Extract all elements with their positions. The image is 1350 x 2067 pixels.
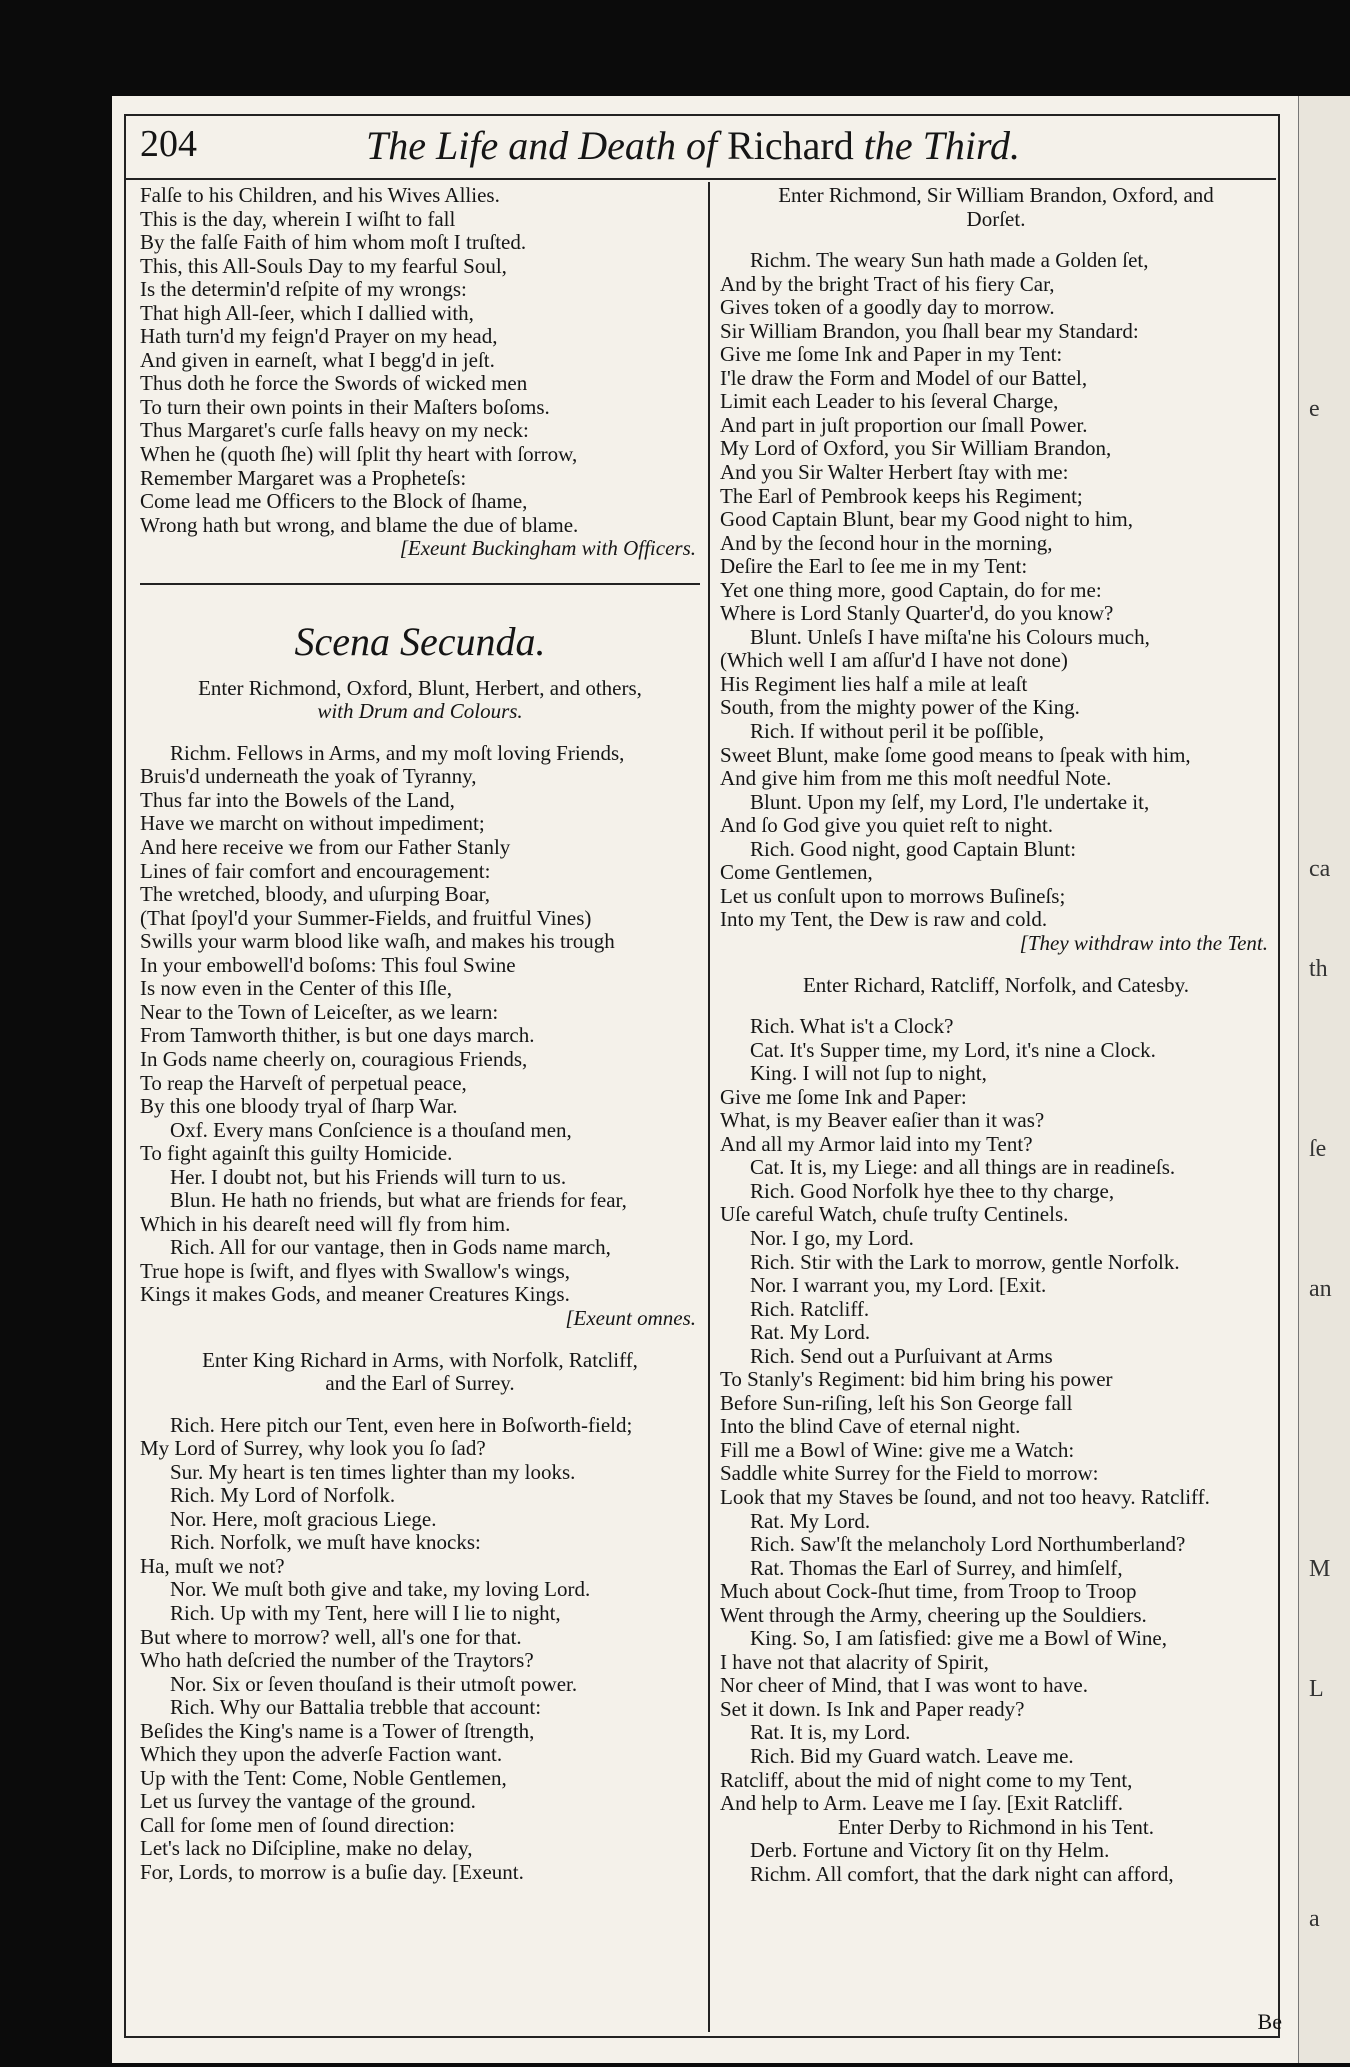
verse-line: Rat. It is, my Lord. (750, 1720, 911, 1745)
verse-line: This is the day, wherein I wiſht to fall (140, 206, 456, 231)
verse-line: Give me ſome Ink and Paper: (720, 1084, 967, 1109)
verse-line: Her. I doubt not, but his Friends will turn to us. (170, 1164, 567, 1189)
verse-line: Which they upon the adverſe Faction want. (140, 1742, 503, 1767)
spacer (140, 1331, 700, 1349)
title-suffix: the Third. (863, 123, 1021, 168)
stage-direction: [Exeunt omnes. (565, 1305, 696, 1330)
verse-line: Lines of fair comfort and encouragement: (140, 858, 491, 883)
verse-line: For, Lords, to morrow is a buſie day. [Exeunt. (140, 1860, 524, 1884)
verse-line: Nor. I go, my Lord. (750, 1225, 914, 1250)
verse-line: Rat. My Lord. (750, 1508, 871, 1533)
verse-line: True hope is ſwift, and flyes with Swallow's wings, (140, 1258, 570, 1283)
spacer (720, 997, 1272, 1015)
verse-line: Let us ſurvey the vantage of the ground. (140, 1789, 476, 1814)
verse-line: And here receive we from our Father Stanly (140, 835, 511, 860)
verse-line: Rich. Stir with the Lark to morrow, gentle Norfolk. (750, 1249, 1180, 1274)
verse-line: Went through the Army, cheering up the Souldiers. (720, 1602, 1147, 1627)
verse-line: Rat. Thomas the Earl of Surrey, and himſelf, (750, 1555, 1123, 1580)
verse-line: Rich. Ratcliff. (750, 1296, 870, 1321)
verse-line: Rich. What is't a Clock? (750, 1014, 954, 1039)
verse-line: Rat. My Lord. (750, 1320, 871, 1345)
verse-line: I'le draw the Form and Model of our Battel, (720, 365, 1088, 390)
spacer (720, 231, 1272, 249)
verse-line: Bruis'd underneath the yoak of Tyranny, (140, 764, 477, 789)
verse-line: Remember Margaret was a Propheteſs: (140, 465, 467, 490)
verse-line: Come Gentlemen, (720, 860, 873, 885)
catchword: Be (1257, 2009, 1282, 2034)
verse-line: That high All-ſeer, which I dallied with, (140, 300, 474, 325)
verse-line: And you Sir Walter Herbert ſtay with me: (720, 460, 1069, 485)
verse-line: Uſe careful Watch, chuſe truſty Centinels. (720, 1202, 1069, 1227)
verse-line: Wrong hath but wrong, and blame the due of blame. (140, 512, 579, 537)
stage-direction: Dorſet. (966, 206, 1026, 231)
verse-line: Oxf. Every mans Conſcience is a thouſand men, (170, 1117, 572, 1142)
verse-line: Where is Lord Stanly Quarter'd, do you know? (720, 601, 1114, 626)
verse-line: Up with the Tent: Come, Noble Gentlemen, (140, 1765, 507, 1790)
verse-line: And ſo God give you quiet reſt to night. (720, 813, 1054, 838)
verse-line: To turn their own points in their Maſters boſoms. (140, 394, 550, 419)
verse-line: (That ſpoyl'd your Summer-Fields, and fruitful Vines) (140, 905, 592, 930)
verse-line: To reap the Harveſt of perpetual peace, (140, 1070, 467, 1095)
verse-line: But where to morrow? well, all's one for that. (140, 1624, 522, 1649)
verse-line: Cat. It is, my Liege: and all things are in readineſs. (750, 1155, 1176, 1180)
verse-line: Fill me a Bowl of Wine: give me a Watch: (720, 1437, 1075, 1462)
right-column (720, 184, 1272, 1886)
verse-line: Rich. Good Norfolk hye thee to thy charge, (750, 1178, 1115, 1203)
verse-line: Hath turn'd my feign'd Prayer on my head, (140, 324, 498, 349)
verse-line: Gives token of a goodly day to morrow. (720, 295, 1055, 320)
verse-line: Rich. Norfolk, we muſt have knocks: (170, 1530, 481, 1555)
edge-text-fragment: th (1309, 956, 1328, 982)
verse-line: Kings it makes Gods, and meaner Creatures Kings. (140, 1282, 570, 1307)
verse-line: To fight againſt this guilty Homicide. (140, 1141, 453, 1166)
verse-line: Into my Tent, the Dew is raw and cold. (720, 907, 1048, 932)
stage-direction: Enter Richard, Ratcliff, Norfolk, and Catesby. (802, 972, 1190, 997)
verse-line: Rich. Send out a Purſuivant at Arms (750, 1343, 1053, 1368)
verse-line: Limit each Leader to his ſeveral Charge, (720, 389, 1059, 414)
verse-line: And by the bright Tract of his fiery Car, (720, 271, 1055, 296)
stage-direction: Enter King Richard in Arms, with Norfolk, Ratcliff, (202, 1347, 638, 1372)
verse-line: Let's lack no Diſcipline, make no delay, (140, 1836, 473, 1861)
section-rule (140, 561, 700, 607)
edge-text-fragment: L (1309, 1676, 1324, 1702)
verse-line: Blunt. Upon my ſelf, my Lord, I'le undertake it, (750, 789, 1150, 814)
verse-line: Swills your warm blood like waſh, and makes his trough (140, 929, 615, 954)
edge-text-fragment: M (1309, 1556, 1331, 1582)
page-number: 204 (140, 123, 197, 165)
edge-text-fragment: an (1309, 1276, 1332, 1302)
verse-line: (Which well I am aſſur'd I have not done) (720, 648, 1068, 673)
header-rule (126, 178, 1276, 180)
verse-line: Is the determin'd reſpite of my wrongs: (140, 277, 467, 302)
verse-line: King. So, I am ſatisfied: give me a Bowl of Wine, (750, 1626, 1167, 1651)
verse-line: My Lord of Oxford, you Sir William Brandon, (720, 436, 1112, 461)
verse-line: And given in earneſt, what I begg'd in jeſt. (140, 347, 495, 372)
verse-line: Derb. Fortune and Victory ſit on thy Helm. (750, 1838, 1110, 1863)
spacer (720, 956, 1272, 974)
adjacent-page-edge (1298, 96, 1350, 2063)
verse-line: Ha, muſt we not? (140, 1553, 285, 1578)
verse-line: Thus far into the Bowels of the Land, (140, 787, 455, 812)
verse-line: Is now even in the Center of this Iſle, (140, 976, 453, 1001)
verse-line: Rich. Bid my Guard watch. Leave me. (750, 1744, 1074, 1768)
verse-line: Nor cheer of Mind, that I was wont to have. (720, 1673, 1088, 1698)
verse-line: Rich. Here pitch our Tent, even here in Boſworth-field; (170, 1412, 633, 1437)
scene-heading: Scena Secunda. (294, 618, 546, 664)
running-title (366, 122, 1020, 169)
verse-line: Nor. Here, moſt gracious Liege. (170, 1506, 437, 1531)
verse-line: Good Captain Blunt, bear my Good night to him, (720, 507, 1133, 532)
verse-line: Before Sun-riſing, leſt his Son George fall (720, 1390, 1073, 1415)
stage-direction: and the Earl of Surrey. (325, 1371, 515, 1396)
verse-line: And part in juſt proportion our ſmall Power. (720, 412, 1088, 437)
verse-line: Richm. All comfort, that the dark night can afford, (750, 1861, 1174, 1886)
verse-line: Nor. I warrant you, my Lord. [Exit. (750, 1273, 1047, 1298)
verse-line: Which in his deareſt need will fly from him. (140, 1211, 511, 1236)
verse-line: Have we marcht on without impediment; (140, 811, 485, 836)
verse-line: Rich. Why our Battalia trebble that account: (170, 1695, 542, 1720)
verse-line: Ratcliff, about the mid of night come to my Tent, (720, 1767, 1133, 1792)
verse-line: Blun. He hath no friends, but what are friends for fear, (170, 1188, 627, 1213)
verse-line: Rich. Good night, good Captain Blunt: (750, 836, 1077, 861)
verse-line: By the falſe Faith of him whom moſt I truſted. (140, 230, 527, 255)
verse-line: From Tamworth thither, is but one days march. (140, 1023, 535, 1048)
stage-direction: with Drum and Colours. (317, 699, 523, 724)
stage-direction: Enter Richmond, Oxford, Blunt, Herbert, and others, (198, 675, 642, 700)
verse-line: Come lead me Officers to the Block of ſhame, (140, 489, 528, 514)
column-divider (708, 182, 710, 2032)
stage-direction: [They withdraw into the Tent. (1019, 930, 1268, 955)
verse-line: In your embowell'd boſoms: This foul Swine (140, 952, 516, 977)
verse-line: And all my Armor laid into my Tent? (720, 1131, 1033, 1156)
verse-line: Rich. My Lord of Norfolk. (170, 1483, 396, 1508)
stage-direction: [Exeunt Buckingham with Officers. (399, 536, 696, 561)
verse-line: By this one bloody tryal of ſharp War. (140, 1094, 458, 1119)
verse-line: Deſire the Earl to ſee me in my Tent: (720, 554, 1028, 579)
verse-line: Let us conſult upon to morrows Buſineſs; (720, 883, 1066, 908)
verse-line: To Stanly's Regiment: bid him bring his power (720, 1367, 1113, 1392)
verse-line: Near to the Town of Leiceſter, as we learn: (140, 999, 499, 1024)
spacer (140, 724, 700, 742)
verse-line: Saddle white Surrey for the Field to morrow: (720, 1461, 1099, 1486)
verse-line: Beſides the King's name is a Tower of ſtrength, (140, 1718, 535, 1743)
verse-line: His Regiment lies half a mile at leaſt (720, 671, 1028, 696)
verse-line: Rich. Up with my Tent, here will I lie to night, (170, 1600, 561, 1625)
running-header (136, 122, 1266, 178)
verse-line: Falſe to his Children, and his Wives Allies. (140, 183, 500, 207)
verse-line: Rich. If without peril it be poſſible, (750, 719, 1044, 744)
verse-line: Sur. My heart is ten times lighter than my looks. (170, 1459, 576, 1484)
edge-text-fragment: ca (1309, 856, 1331, 882)
verse-line: And give him from me this moſt needful Note. (720, 766, 1112, 791)
verse-line: Rich. All for our vantage, then in Gods name march, (170, 1235, 611, 1260)
verse-line: When he (quoth ſhe) will ſplit thy heart with ſorrow, (140, 442, 578, 467)
verse-line: Nor. Six or ſeven thouſand is their utmoſt power. (170, 1671, 578, 1696)
spacer (140, 1396, 700, 1414)
verse-line: Cat. It's Supper time, my Lord, it's nine a Clock. (750, 1037, 1156, 1062)
verse-line: What, is my Beaver eaſier than it was? (720, 1108, 1045, 1133)
verse-line: This, this All-Souls Day to my fearful Soul, (140, 253, 507, 278)
verse-line: Thus Margaret's curſe falls heavy on my neck: (140, 418, 529, 443)
verse-line: And by the ſecond hour in the morning, (720, 530, 1053, 555)
verse-line: In Gods name cheerly on, couragious Friends, (140, 1046, 528, 1071)
title-name: Richard (727, 123, 854, 168)
verse-line: Into the blind Cave of eternal night. (720, 1414, 1021, 1439)
verse-line: Thus doth he force the Swords of wicked men (140, 371, 528, 396)
verse-line: My Lord of Surrey, why look you ſo ſad? (140, 1436, 486, 1461)
verse-line: Give me ſome Ink and Paper in my Tent: (720, 342, 1063, 367)
verse-line: Call for ſome men of ſound direction: (140, 1812, 455, 1837)
verse-line: Sweet Blunt, make ſome good means to ſpeak with him, (720, 742, 1191, 767)
left-column (140, 184, 700, 1885)
verse-line: Set it down. Is Ink and Paper ready? (720, 1696, 1025, 1721)
stage-direction: Enter Derby to Richmond in his Tent. (837, 1814, 1154, 1839)
stage-direction: Enter Richmond, Sir William Brandon, Oxford, and (778, 183, 1214, 207)
verse-line: The Earl of Pembrook keeps his Regiment; (720, 483, 1083, 508)
edge-text-fragment: ſe (1309, 1136, 1327, 1162)
verse-line: South, from the mighty power of the King. (720, 695, 1080, 720)
verse-line: King. I will not ſup to night, (750, 1061, 987, 1086)
edge-text-fragment: a (1309, 1906, 1320, 1932)
verse-line: Look that my Staves be ſound, and not too heavy. Ratcliff. (720, 1484, 1210, 1509)
verse-line: Blunt. Unleſs I have miſta'ne his Colours much, (750, 624, 1150, 649)
title-prefix: The Life and Death of (366, 123, 718, 168)
verse-line: The wretched, bloody, and uſurping Boar, (140, 882, 491, 907)
verse-line: Richm. The weary Sun hath made a Golden ſet, (750, 248, 1149, 273)
verse-line: I have not that alacrity of Spirit, (720, 1649, 989, 1674)
verse-line: And help to Arm. Leave me I ſay. [Exit Ratcliff. (720, 1791, 1123, 1816)
edge-text-fragment: e (1309, 396, 1320, 422)
verse-line: Richm. Fellows in Arms, and my moſt loving Friends, (170, 740, 625, 765)
verse-line: Rich. Saw'ſt the melancholy Lord Northumberland? (750, 1532, 1186, 1557)
verse-line: Much about Cock-ſhut time, from Troop to Troop (720, 1579, 1137, 1604)
book-page (112, 96, 1298, 2063)
verse-line: Yet one thing more, good Captain, do for me: (720, 577, 1102, 602)
verse-line: Who hath deſcried the number of the Traytors? (140, 1648, 534, 1673)
verse-line: Sir William Brandon, you ſhall bear my Standard: (720, 318, 1139, 343)
verse-line: Nor. We muſt both give and take, my loving Lord. (170, 1577, 591, 1602)
